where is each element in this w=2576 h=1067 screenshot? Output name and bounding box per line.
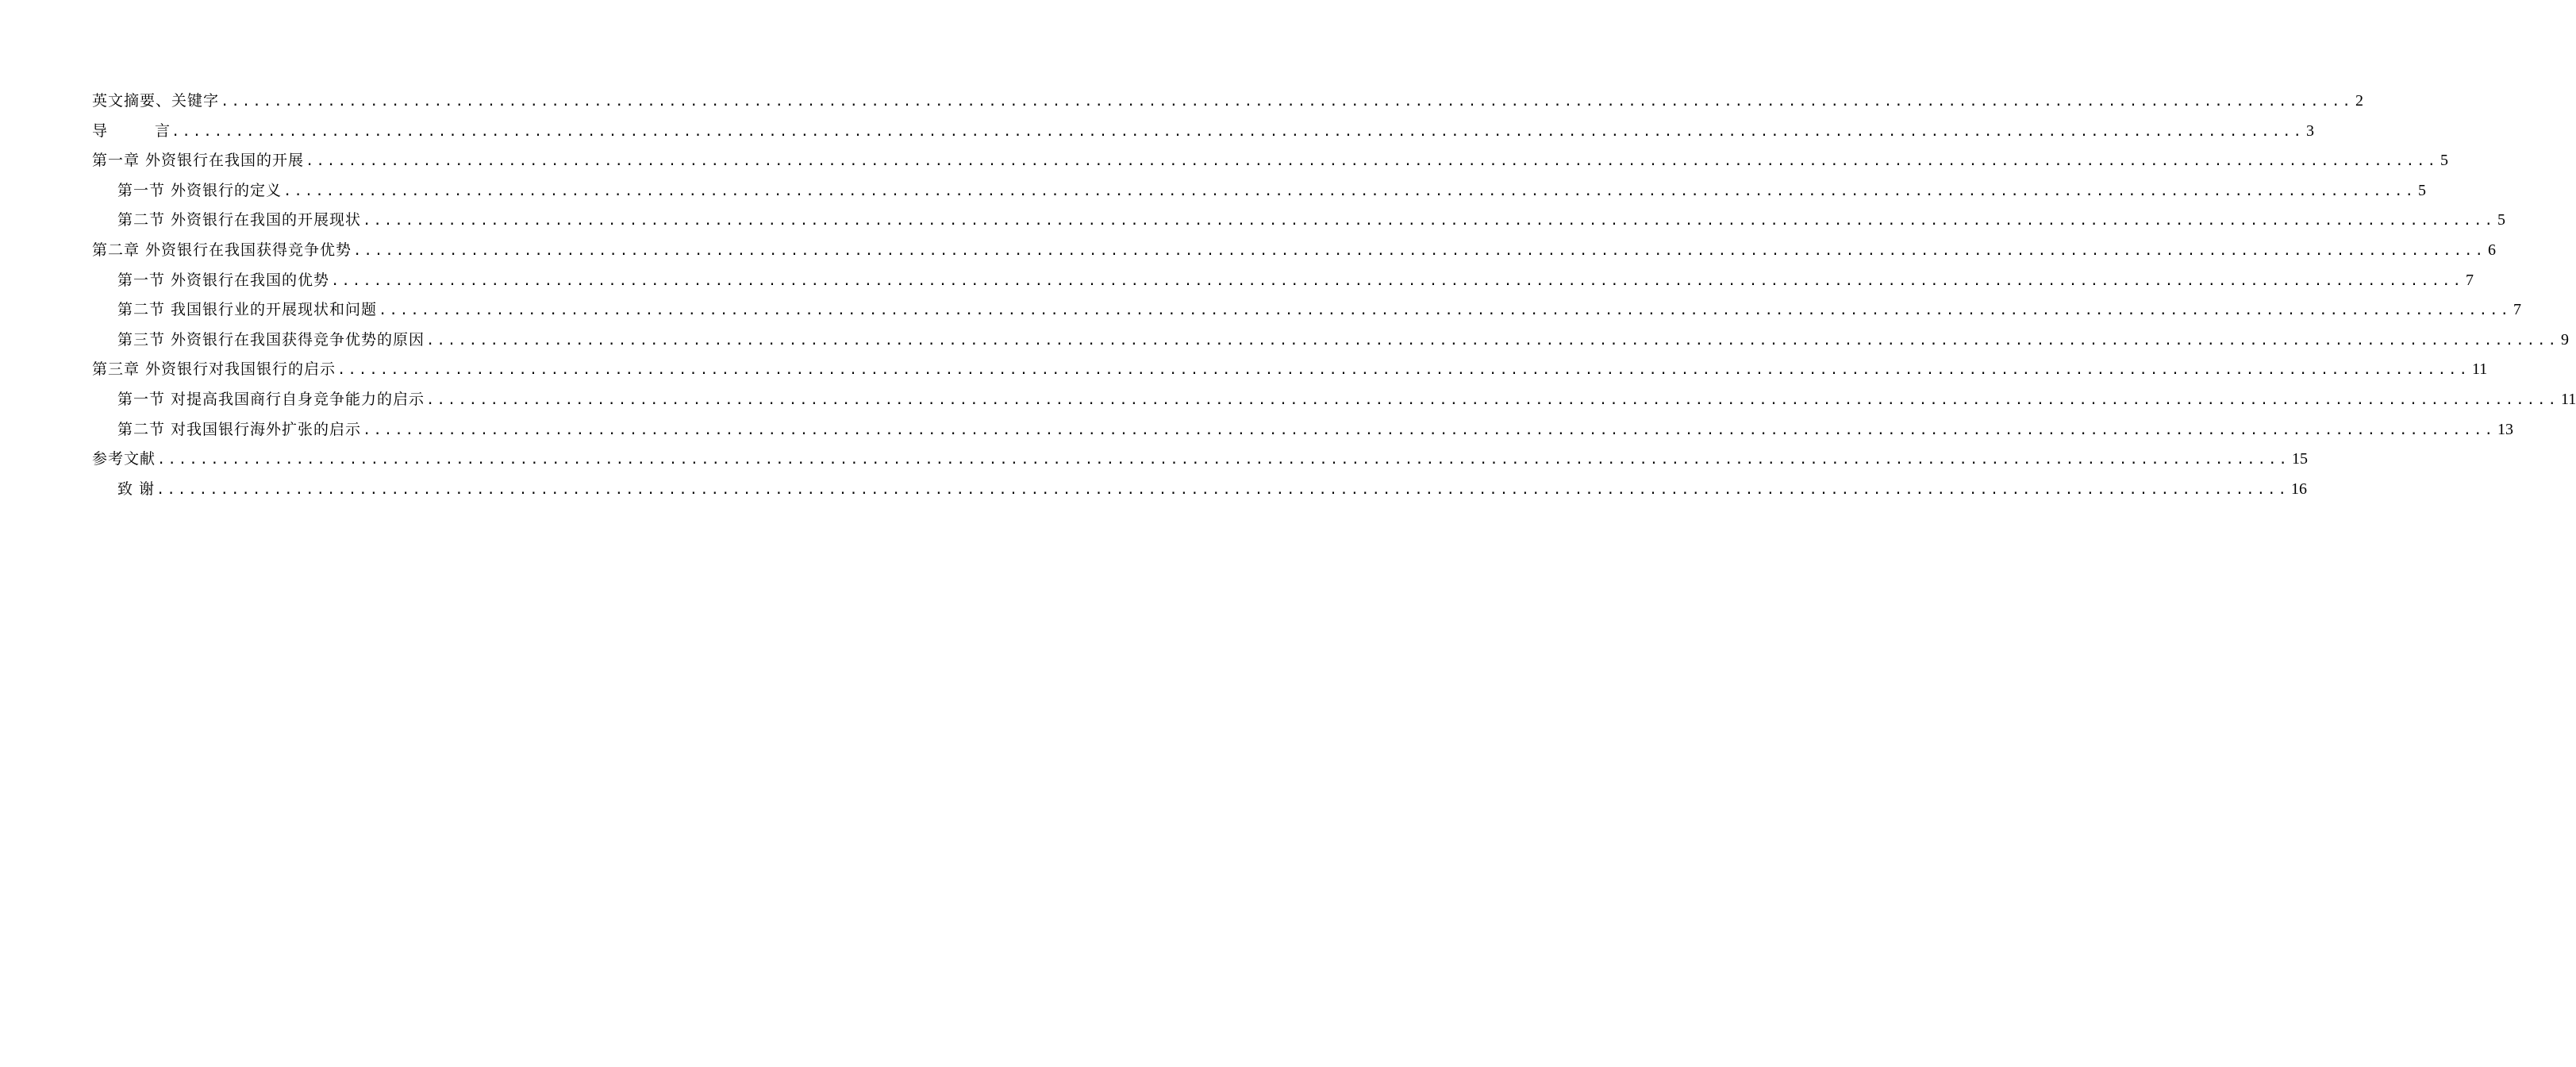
- toc-entry-page: 15: [2292, 450, 2308, 468]
- toc-entry-chapter-3[interactable]: [92, 355, 2488, 385]
- toc-entry-title: 致 谢: [117, 480, 156, 498]
- toc-entry-page: 5: [2440, 152, 2449, 170]
- toc-entry-title: 第一节 外资银行在我国的优势: [117, 271, 330, 289]
- toc-entry-page: 7: [2466, 271, 2474, 289]
- toc-leader-dots: ........................................................................................................................................................................................................: [157, 452, 2290, 468]
- toc-entry-chapter-2-section-1[interactable]: [92, 266, 2474, 296]
- toc-entry-page: 3: [2306, 121, 2315, 140]
- toc-leader-dots: ........................................................................................................................................................................................................: [363, 422, 2496, 438]
- toc-entry-page: 2: [2355, 92, 2363, 110]
- toc-entry-page: 9: [2561, 330, 2570, 349]
- toc-entry-title-part2: 言: [155, 121, 171, 140]
- toc-entry-abstract-keywords[interactable]: [92, 87, 2363, 117]
- toc-entry-title-part1: 导: [92, 121, 108, 140]
- toc-entry-page: 11: [2561, 390, 2576, 408]
- toc-entry-references[interactable]: [92, 445, 2308, 475]
- toc-entry-title: 第一节 对提高我国商行自身竞争能力的启示: [117, 390, 425, 408]
- toc-entry-title: 第二节 我国银行业的开展现状和问题: [117, 301, 378, 319]
- toc-entry-title: 第二节 对我国银行海外扩张的启示: [117, 420, 362, 438]
- toc-entry-chapter-3-section-1[interactable]: [92, 385, 2576, 415]
- toc-entry-chapter-1[interactable]: [92, 146, 2449, 176]
- toc-entry-page: 11: [2472, 360, 2488, 379]
- toc-entry-introduction[interactable]: [92, 117, 2315, 147]
- toc-entry-page: 6: [2488, 241, 2497, 259]
- toc-entry-title: 第一章 外资银行在我国的开展: [92, 152, 305, 170]
- toc-entry-page: 5: [2418, 181, 2427, 199]
- toc-entry-title: 第一节 外资银行的定义: [117, 181, 283, 199]
- toc-entry-page: 5: [2497, 211, 2506, 229]
- toc-entry-chapter-1-section-1[interactable]: [92, 176, 2427, 206]
- toc-entry-chapter-2[interactable]: [92, 236, 2497, 266]
- toc-entry-chapter-2-section-2[interactable]: [92, 295, 2522, 325]
- toc-leader-dots: ........................................................................................................................................................................................................: [156, 481, 2290, 498]
- toc-leader-dots: ........................................................................................................................................................................................................: [379, 302, 2512, 319]
- toc-leader-dots: ........................................................................................................................................................................................................: [171, 123, 2305, 140]
- toc-entry-title: 第二章 外资银行在我国获得竞争优势: [92, 241, 352, 259]
- toc-entry-title: [92, 117, 170, 147]
- toc-entry-title: 参考文献: [92, 450, 156, 468]
- toc-leader-dots: ........................................................................................................................................................................................................: [363, 213, 2496, 229]
- toc-entry-title: 第三章 外资银行对我国银行的启示: [92, 360, 336, 379]
- toc-entry-page: 16: [2291, 480, 2308, 498]
- toc-leader-dots: ........................................................................................................................................................................................................: [426, 332, 2559, 349]
- toc-entry-page: 13: [2497, 420, 2514, 438]
- toc-entry-chapter-1-section-2[interactable]: [92, 206, 2506, 236]
- toc-entry-chapter-2-section-3[interactable]: [92, 325, 2570, 356]
- toc-entry-title: 第三节 外资银行在我国获得竞争优势的原因: [117, 330, 425, 349]
- toc-entry-chapter-3-section-2[interactable]: [92, 415, 2514, 445]
- toc-leader-dots: ........................................................................................................................................................................................................: [306, 153, 2439, 170]
- toc-entry-title: 英文摘要、关键字: [92, 92, 220, 110]
- toc-leader-dots: ........................................................................................................................................................................................................: [353, 242, 2486, 259]
- toc-entry-title: 第二节 外资银行在我国的开展现状: [117, 211, 362, 229]
- toc-leader-dots: ........................................................................................................................................................................................................: [337, 362, 2470, 379]
- toc-leader-dots: ........................................................................................................................................................................................................: [426, 391, 2559, 408]
- toc-leader-dots: ........................................................................................................................................................................................................: [331, 272, 2464, 289]
- toc-entry-page: 7: [2513, 301, 2522, 319]
- toc-leader-dots: ........................................................................................................................................................................................................: [283, 183, 2416, 199]
- table-of-contents: [92, 87, 2576, 504]
- toc-entry-acknowledgements[interactable]: [92, 475, 2308, 505]
- toc-leader-dots: ........................................................................................................................................................................................................: [221, 94, 2353, 110]
